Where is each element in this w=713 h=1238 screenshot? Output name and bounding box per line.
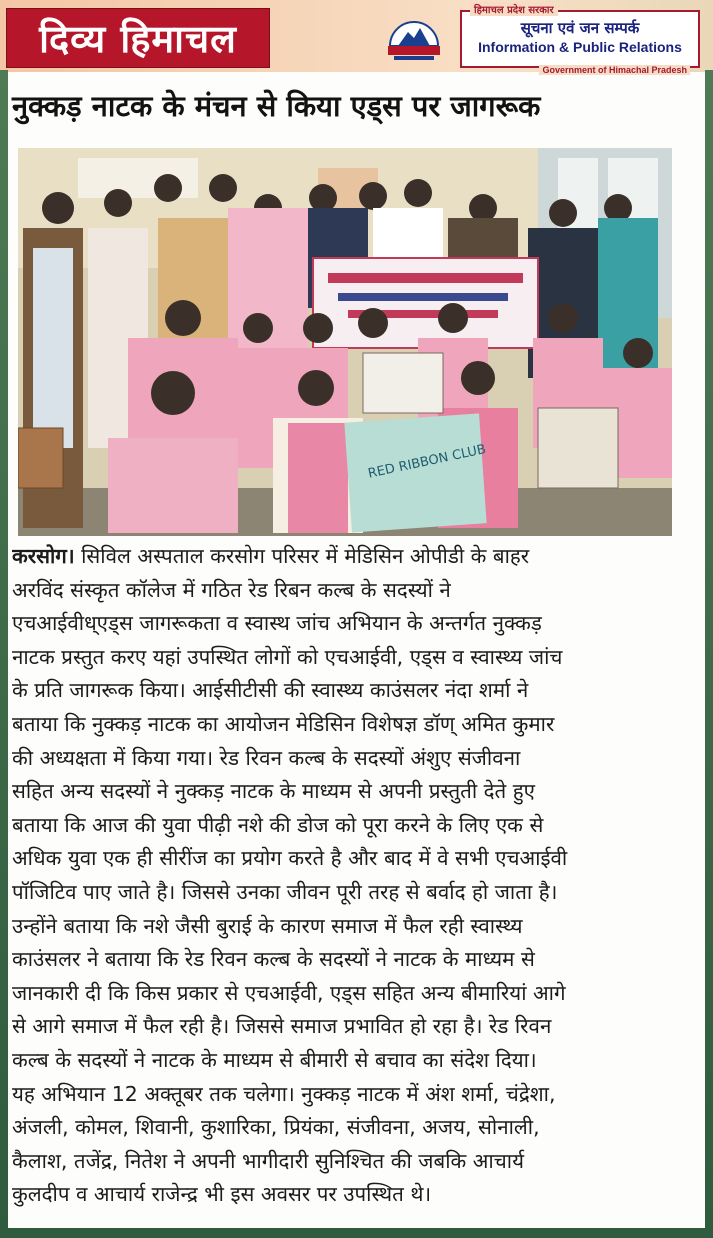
article-line-17: यह अभियान 12 अक्तूबर तक चलेगा। नुक्कड़ नाटक में अंश शर्मा, चंद्रेशा, — [12, 1081, 556, 1106]
article-line-6: बताया कि नुक्कड़ नाटक का आयोजन मेडिसिन विशेषज्ञ डॉण् अमित कुमार — [12, 711, 555, 736]
article-line-8: सहित अन्य सदस्यों ने नुक्कड़ नाटक के माध्यम से अपनी प्रस्तुती देते हुए — [12, 779, 535, 804]
article-line-19: कैलाश, तजेंद्र, नितेश ने अपनी भागीदारी सुनिश्चित की जबकि आचार्य — [12, 1148, 524, 1173]
article-body — [12, 540, 706, 1212]
article-line-11: पॉजिटिव पाए जाते है। जिससे उनका जीवन पूरी तरह से बर्वाद हो जाता है। — [12, 879, 558, 904]
ipr-hindi-title: सूचना एवं जन सम्पर्क — [520, 19, 640, 37]
article-line-9: बताया कि आज की युवा पीढ़ी नशे की डोज को पूरा करने के लिए एक से — [12, 812, 544, 837]
dateline: करसोग। — [12, 544, 75, 568]
article-line-20: कुलदीप व आचार्य राजेन्द्र भी इस अवसर पर उपस्थित थे। — [12, 1182, 432, 1207]
frame-left — [0, 70, 8, 1238]
group-photo — [18, 148, 672, 536]
article-line-5: के प्रति जागरूक किया। आईसीटीसी की स्वास्थ्य काउंसलर नंदा शर्मा ने — [12, 678, 529, 703]
article-line-15: से आगे समाज में फैल रही है। जिससे समाज प्रभावित हो रहा है। रेड रिवन — [12, 1014, 552, 1039]
article-line-10: अधिक युवा एक ही सीरींज का प्रयोग करते है और बाद में वे सभी एचआईवी — [12, 846, 568, 871]
ipr-govt-label: हिमाचल प्रदेश सरकार — [470, 2, 558, 16]
article-headline: नुक्कड़ नाटक के मंचन से किया एड्स पर जागरूक — [12, 89, 541, 123]
masthead-logo — [6, 8, 270, 68]
article-line-13: काउंसलर ने बताया कि रेड रिवन कल्ब के सदस्यों ने नाटक के माध्यम से — [12, 947, 535, 972]
state-emblem-icon — [384, 16, 444, 66]
article-line-14: जानकारी दी कि किस प्रकार से एचआईवी, एड्स सहित अन्य बीमारियां आगे — [12, 980, 566, 1005]
ipr-english-title: Information & Public Relations — [478, 39, 682, 55]
article-line-12: उन्होंने बताया कि नशे जैसी बुराई के कारण समाज में फैल रही स्वास्थ्य — [12, 913, 523, 938]
article-line-3: एचआईवीध्एड्स जागरूकता व स्वास्थ जांच अभियान के अन्तर्गत नुक्कड़ — [12, 611, 542, 636]
placard-text: RED RIBBON CLUB — [366, 442, 488, 482]
article-line-1 — [12, 540, 706, 574]
article-line-7: की अध्यक्षता में किया गया। रेड रिवन कल्ब के सदस्यों अंशुए संजीवना — [12, 745, 521, 770]
article-line-text: सिविल अस्पताल करसोग परिसर में मेडिसिन ओपीडी के बाहर — [74, 544, 530, 568]
article-line-2: अरविंद संस्कृत कॉलेज में गठित रेड रिबन कल्ब के सदस्यों ने — [12, 577, 451, 602]
ipr-logo — [460, 5, 700, 75]
header-band — [0, 0, 713, 75]
frame-bottom — [0, 1228, 713, 1238]
article-line-4: नाटक प्रस्तुत करए यहां उपस्थित लोगों को एचआईवी, एड्स व स्वास्थ्य जांच — [12, 644, 563, 669]
ipr-state-label: Government of Himachal Pradesh — [539, 65, 690, 75]
frame-right — [705, 70, 713, 1238]
article-line-18: अंजली, कोमल, शिवानी, कुशारिका, प्रियंका, संजीवना, अजय, सोनाली, — [12, 1115, 540, 1140]
masthead-title: दिव्य हिमाचल — [39, 17, 237, 61]
article-line-16: कल्ब के सदस्यों ने नाटक के माध्यम से बीमारी से बचाव का संदेश दिया। — [12, 1047, 537, 1072]
